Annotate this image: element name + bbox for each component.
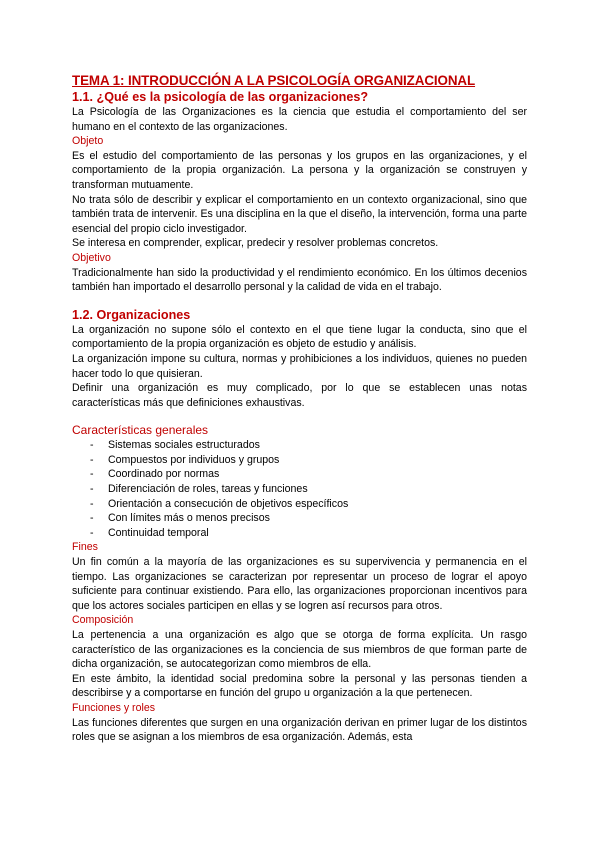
- list-item-text: Compuestos por individuos y grupos: [108, 453, 280, 466]
- funciones-paragraph: Las funciones diferentes que surgen en una organización derivan en primer lugar de los distintos roles que se asignan a los miembros de esa organización. Además, esta: [72, 716, 527, 744]
- list-item: [90, 511, 527, 526]
- caracteristicas-list: [72, 438, 527, 540]
- objeto-paragraph-2: No trata sólo de describir y explicar el comportamiento en un contexto organizacional, sino que también trata de intervenir. Es una disciplina en la que el diseño, la intervención, forma una parte esencial del propio ciclo investigador.: [72, 193, 527, 235]
- list-item-text: Sistemas sociales estructurados: [108, 439, 260, 452]
- funciones-label: Funciones y roles: [72, 701, 156, 714]
- document-page: [72, 72, 527, 745]
- bullet-marker: -: [90, 439, 94, 452]
- section-2-paragraph-1: La organización no supone sólo el contexto en el que tiene lugar la conducta, sino que el comportamiento de la propia organización es objeto de estudio y análisis.: [72, 323, 527, 351]
- bullet-marker: -: [90, 497, 94, 510]
- list-item: [90, 467, 527, 482]
- fines-paragraph: Un fin común a la mayoría de las organizaciones es su supervivencia y permanencia en el tiempo. Las organizaciones se caracterizan por representar un proceso de lograr el apoyo suficiente para continuar existiendo. Para ello, las organizaciones proporcionan incentivos para que los actores sociales participen en ellas y se logren así recursos para otros.: [72, 556, 527, 612]
- section-2-paragraph-3: Definir una organización es muy complicado, por lo que se establecen unas notas características más que definiciones exhaustivas.: [72, 382, 527, 409]
- composicion-paragraph-2: En este ámbito, la identidad social predomina sobre la personal y las personas tienden a describirse y a comportarse en función del grupo u organización a la que pertenecen.: [72, 672, 527, 700]
- fines-label: Fines: [72, 541, 98, 554]
- list-item: [90, 438, 527, 453]
- composicion-paragraph-1: La pertenencia a una organización es algo que se otorga de forma explícita. Un rasgo característico de las organizaciones es la conciencia de sus miembros de que forman parte de dicha organización, se autocategorizan como miembros de ella.: [72, 629, 527, 671]
- caracteristicas-label: Características generales: [72, 423, 209, 438]
- objetivo-label: Objetivo: [72, 251, 111, 264]
- list-item: [90, 453, 527, 468]
- objeto-paragraph-1: Es el estudio del comportamiento de las personas y los grupos en las organizaciones, y el comportamiento de la propia organización. La persona y la organización se construyen y transforman mutuamente.: [72, 149, 527, 191]
- bullet-marker: -: [90, 512, 94, 525]
- section-2-heading: 1.2. Organizaciones: [72, 307, 191, 322]
- list-item-text: Con límites más o menos precisos: [108, 512, 270, 525]
- section-1-heading: 1.1. ¿Qué es la psicología de las organizaciones?: [72, 90, 369, 104]
- bullet-marker: -: [90, 468, 94, 481]
- bullet-marker: -: [90, 526, 94, 539]
- section-1-intro: La Psicología de las Organizaciones es la ciencia que estudia el comportamiento del ser humano en el contexto de las organizaciones.: [72, 106, 527, 133]
- list-item-text: Diferenciación de roles, tareas y funciones: [108, 483, 308, 496]
- list-item: [90, 526, 527, 541]
- list-item: [90, 497, 527, 512]
- composicion-label: Composición: [72, 614, 134, 627]
- list-item-text: Continuidad temporal: [108, 526, 209, 539]
- section-2-paragraph-2: La organización impone su cultura, normas y prohibiciones a los individuos, quienes no pueden hacer todo lo que quisieran.: [72, 352, 527, 380]
- bullet-marker: -: [90, 483, 94, 496]
- list-item-text: Coordinado por normas: [108, 468, 220, 481]
- document-title: TEMA 1: INTRODUCCIÓN A LA PSICOLOGÍA ORGANIZACIONAL: [72, 73, 476, 88]
- objeto-paragraph-3: Se interesa en comprender, explicar, predecir y resolver problemas concretos.: [72, 237, 439, 250]
- objetivo-paragraph: Tradicionalmente han sido la productividad y el rendimiento económico. En los últimos decenios también han importado el desarrollo personal y la calidad de vida en el trabajo.: [72, 266, 527, 294]
- list-item-text: Orientación a consecución de objetivos específicos: [108, 497, 349, 510]
- objeto-label: Objeto: [72, 135, 104, 148]
- bullet-marker: -: [90, 453, 94, 466]
- list-item: [90, 482, 527, 497]
